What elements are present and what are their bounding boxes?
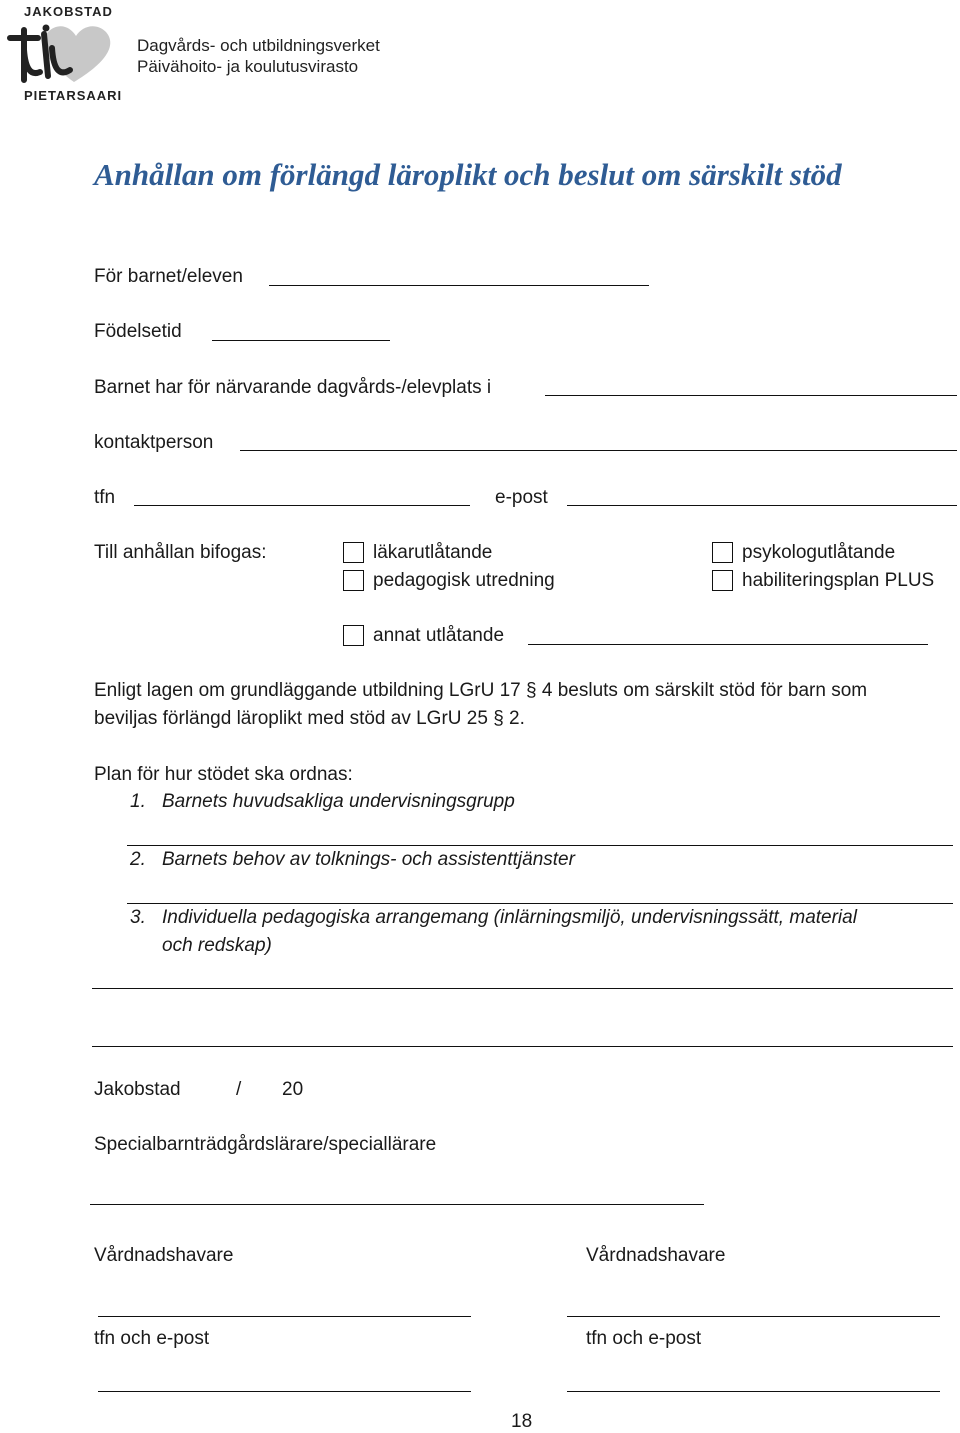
pedagogical-label: pedagogisk utredning: [373, 570, 555, 591]
other-label: annat utlåtande: [373, 625, 505, 646]
contact-field-line[interactable]: [240, 450, 957, 451]
plan-item-text: Individuella pedagogiska arrangemang (inlärningsmiljö, undervisningssätt, material: [162, 907, 857, 928]
medical-checkbox[interactable]: [343, 542, 364, 563]
logo-city-top: JAKOBSTAD: [24, 4, 113, 19]
date-slash: /: [236, 1079, 242, 1100]
place-label: Jakobstad: [94, 1079, 181, 1100]
page-title: Anhållan om förlängd läroplikt och beslut om särskilt stöd: [94, 157, 842, 192]
placement-field-line[interactable]: [545, 395, 957, 396]
psychologist-checkbox[interactable]: [712, 542, 733, 563]
phone-label: tfn: [94, 487, 116, 508]
psychologist-label: psykologutlåtande: [742, 542, 896, 563]
plan-item-text: Barnets behov av tolknings- och assistenttjänster: [162, 849, 575, 870]
contact-left-line[interactable]: [98, 1391, 471, 1392]
year-label: 20: [282, 1079, 304, 1100]
guardian-right-signature-line[interactable]: [567, 1316, 940, 1317]
plan-item-3-line-2[interactable]: [92, 1046, 953, 1047]
plan-item-1-line[interactable]: [127, 845, 953, 846]
plan-item-3-line-1[interactable]: [92, 988, 953, 989]
email-label: e-post: [495, 487, 548, 508]
plan-item-text-continued: och redskap): [162, 935, 272, 956]
teacher-signature-line[interactable]: [90, 1204, 704, 1205]
birthdate-label: Födelsetid: [94, 321, 182, 342]
plan-item-text: Barnets huvudsakliga undervisningsgrupp: [162, 791, 515, 812]
guardian-left-label: Vårdnadshavare: [94, 1245, 234, 1266]
legal-text-line-2: beviljas förlängd läroplikt med stöd av LGrU 25 § 2.: [94, 708, 525, 729]
contact-right-line[interactable]: [567, 1391, 940, 1392]
contact-label: kontaktperson: [94, 432, 214, 453]
contact-right-label: tfn och e-post: [586, 1328, 702, 1349]
guardian-left-signature-line[interactable]: [98, 1316, 471, 1317]
phone-field-line[interactable]: [134, 505, 470, 506]
page-number: 18: [511, 1411, 533, 1432]
pedagogical-checkbox[interactable]: [343, 570, 364, 591]
birthdate-field-line[interactable]: [212, 340, 390, 341]
teacher-label: Specialbarnträdgårdslärare/speciallärare: [94, 1134, 437, 1155]
plan-item-2-line[interactable]: [127, 903, 953, 904]
plan-item-number: 3.: [130, 907, 146, 928]
guardian-right-label: Vårdnadshavare: [586, 1245, 726, 1266]
email-field-line[interactable]: [567, 505, 957, 506]
habilitation-checkbox[interactable]: [712, 570, 733, 591]
other-checkbox[interactable]: [343, 625, 364, 646]
logo: [4, 2, 134, 104]
placement-label: Barnet har för närvarande dagvårds-/elevplats i: [94, 377, 492, 398]
legal-text-line-1: Enligt lagen om grundläggande utbildning LGrU 17 § 4 besluts om särskilt stöd för barn som: [94, 680, 868, 701]
plan-heading: Plan för hur stödet ska ordnas:: [94, 764, 353, 785]
org-name-finnish: Päivähoito- ja koulutusvirasto: [137, 57, 359, 76]
other-field-line[interactable]: [528, 644, 928, 645]
medical-label: läkarutlåtande: [373, 542, 493, 563]
heart-logo-icon: [4, 20, 130, 88]
child-label: För barnet/eleven: [94, 266, 243, 287]
contact-left-label: tfn och e-post: [94, 1328, 210, 1349]
plan-item-number: 1.: [130, 791, 146, 812]
plan-item-number: 2.: [130, 849, 146, 870]
org-name-swedish: Dagvårds- och utbildningsverket: [137, 36, 380, 55]
attachments-label: Till anhållan bifogas:: [94, 542, 267, 563]
logo-city-bottom: PIETARSAARI: [24, 88, 123, 103]
child-field-line[interactable]: [269, 285, 649, 286]
habilitation-label: habiliteringsplan PLUS: [742, 570, 935, 591]
